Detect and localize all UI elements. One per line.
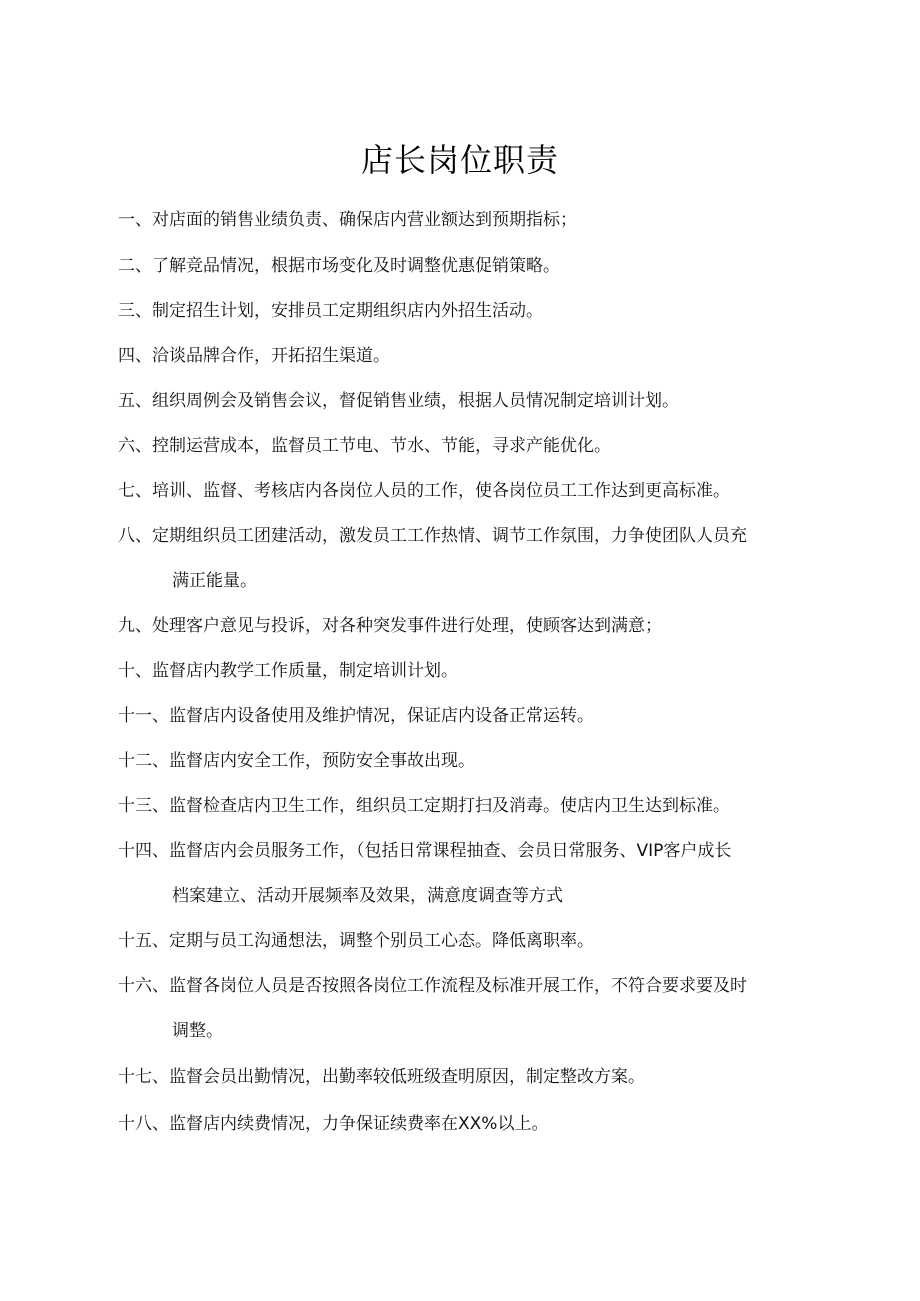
duty-item-text: 十八、监督店内续费情况，力争保证续费率在XX%以上。 bbox=[118, 1114, 549, 1134]
duty-item-6 bbox=[118, 435, 818, 457]
duty-item-2 bbox=[118, 255, 818, 277]
duty-item-text: 五、组织周例会及销售会议，督促销售业绩，根据人员情况制定培训计划。 bbox=[118, 391, 679, 411]
duty-item-continuation: 调整。 bbox=[172, 1021, 223, 1041]
duty-item-continuation: 满正能量。 bbox=[172, 571, 257, 591]
duty-item-13 bbox=[118, 795, 818, 817]
duty-item-text: 十四、监督店内会员服务工作，（包括日常课程抽查、会员日常服务、VIP客户成长 bbox=[118, 841, 732, 861]
duty-item-text: 一、对店面的销售业绩负责、确保店内营业额达到预期指标； bbox=[118, 210, 577, 230]
duty-item-11 bbox=[118, 705, 818, 727]
duty-item-12 bbox=[118, 750, 818, 772]
duty-item-5 bbox=[118, 390, 818, 412]
duty-item-18 bbox=[118, 1113, 818, 1135]
duty-item-14 bbox=[118, 840, 818, 907]
duty-item-text: 八、定期组织员工团建活动，激发员工工作热情、调节工作氛围，力争使团队人员充 bbox=[118, 526, 747, 546]
duty-item-text: 十三、监督检查店内卫生工作，组织员工定期打扫及消毒。使店内卫生达到标准。 bbox=[118, 796, 730, 816]
duty-item-text: 二、了解竞品情况，根据市场变化及时调整优惠促销策略。 bbox=[118, 256, 560, 276]
duty-item-text: 九、处理客户意见与投诉，对各种突发事件进行处理，使顾客达到满意； bbox=[118, 616, 662, 636]
duty-item-3 bbox=[118, 300, 818, 322]
duty-item-8 bbox=[118, 525, 818, 592]
duty-item-continuation: 档案建立、活动开展频率及效果，满意度调查等方式 bbox=[172, 886, 563, 906]
duty-item-9 bbox=[118, 615, 818, 637]
duty-item-text: 十五、定期与员工沟通想法，调整个别员工心态。降低离职率。 bbox=[118, 931, 594, 951]
duty-item-15 bbox=[118, 930, 818, 952]
duty-item-10 bbox=[118, 660, 818, 682]
duty-item-text: 四、洽谈品牌合作，开拓招生渠道。 bbox=[118, 346, 390, 366]
duty-item-text: 十一、监督店内设备使用及维护情况，保证店内设备正常运转。 bbox=[118, 706, 594, 726]
duty-item-4 bbox=[118, 345, 818, 367]
duty-item-text: 十二、监督店内安全工作，预防安全事故出现。 bbox=[118, 751, 475, 771]
duty-item-text: 六、控制运营成本，监督员工节电、节水、节能，寻求产能优化。 bbox=[118, 436, 611, 456]
document-title: 店长岗位职责 bbox=[360, 141, 559, 179]
duty-item-text: 三、制定招生计划，安排员工定期组织店内外招生活动。 bbox=[118, 301, 543, 321]
duty-item-17 bbox=[118, 1066, 818, 1088]
duty-item-text: 十、监督店内教学工作质量，制定培训计划。 bbox=[118, 661, 458, 681]
duty-item-7 bbox=[118, 480, 818, 502]
duty-item-16 bbox=[118, 975, 818, 1042]
duty-item-text: 十六、监督各岗位人员是否按照各岗位工作流程及标准开展工作，不符合要求要及时 bbox=[118, 976, 747, 996]
duty-item-text: 十七、监督会员出勤情况，出勤率较低班级查明原因，制定整改方案。 bbox=[118, 1067, 645, 1087]
duty-item-text: 七、培训、监督、考核店内各岗位人员的工作，使各岗位员工工作达到更高标准。 bbox=[118, 481, 730, 501]
duty-item-1 bbox=[118, 209, 818, 231]
